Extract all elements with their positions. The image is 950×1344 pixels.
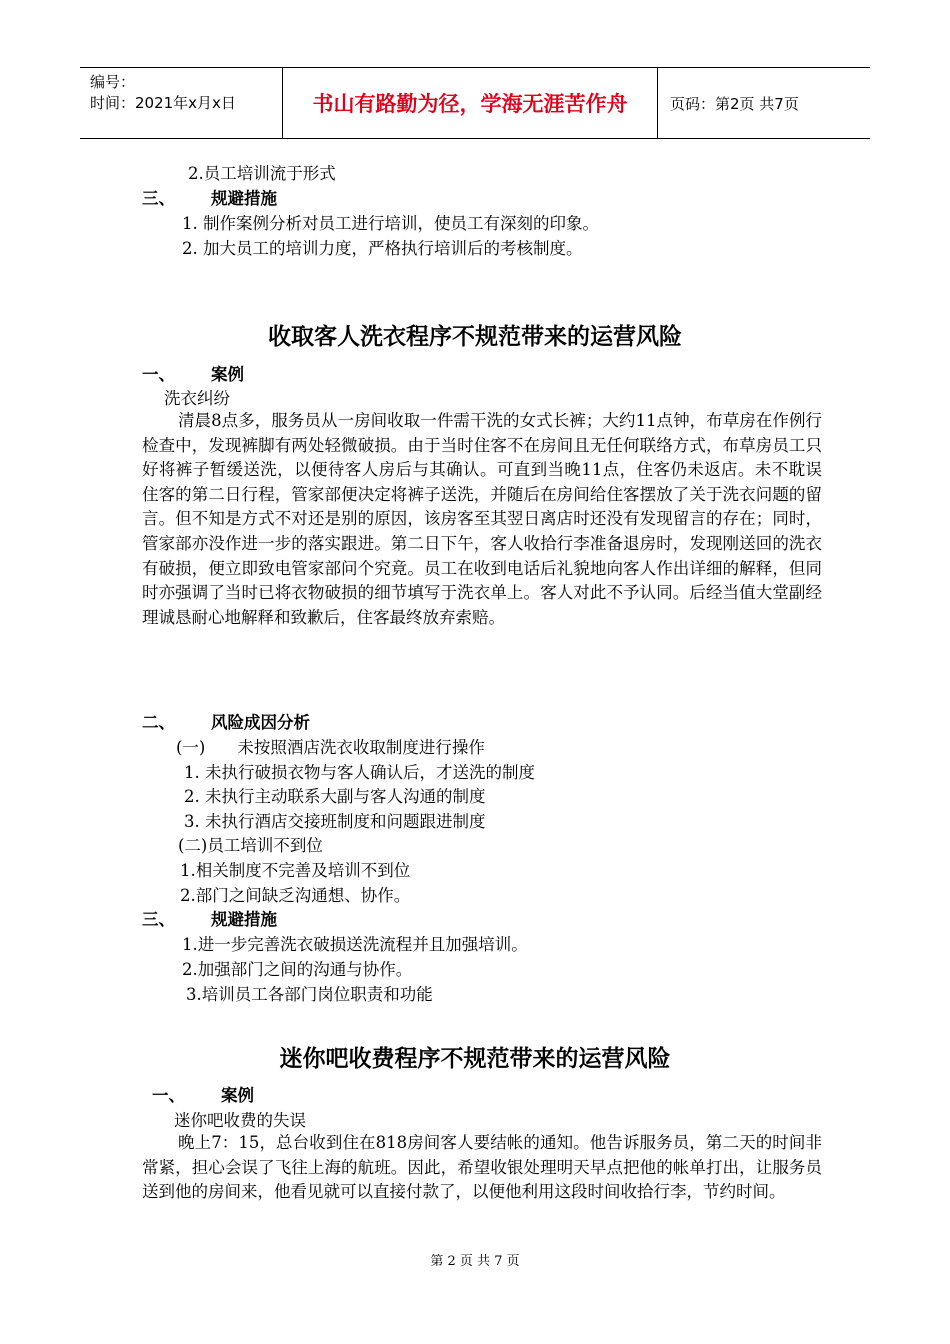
list-item: 1. 制作案例分析对员工进行培训，使员工有深刻的印象。 — [182, 214, 599, 233]
page-title: 迷你吧收费程序不规范带来的运营风险 — [279, 1046, 671, 1072]
list-item: 2.部门之间缺乏沟通想、协作。 — [180, 886, 411, 905]
list-item: 3.培训员工各部门岗位职责和功能 — [186, 985, 433, 1004]
section-title: 规避措施 — [211, 910, 277, 929]
section-title: 案例 — [211, 365, 244, 384]
page-header — [80, 67, 870, 139]
section-title: 规避措施 — [211, 189, 277, 208]
list-item: 2. 加大员工的培训力度，严格执行培训后的考核制度。 — [182, 239, 583, 258]
section-heading — [142, 361, 244, 385]
subsection-number: (一) — [176, 738, 206, 757]
section-title: 案例 — [221, 1086, 254, 1105]
section-number: 三、 — [142, 189, 175, 208]
case-paragraph: 清晨8点多，服务员从一房间收取一件需干洗的女式长裤；大约11点钟，布草房在作例行检查中，发现裤脚有两处轻微破损。由于当时住客不在房间且无任何联络方式，布草房员工只好将裤子暂缓送洗，以便待客人房后与其确认。可直到当晚11点，住客仍未返店。未不耽误住客的第二日行程，管家部便决定将裤子送洗，并随后在房间给住客摆放了关于洗衣问题的留言。但不知是方式不对还是别的原因，该房客至其翌日离店时还没有发现留言的存在；同时，管家部亦没作进一步的落实跟进。第二日下午，客人收拾行李准备退房时，发现刚送回的洗衣有破损，便立即致电管家部问个究竟。员工在收到电话后礼貌地向客人作出详细的解释，但同时亦强调了当时已将衣物破损的细节填写于洗衣单上。客人对此不予认同。后经当值大堂副经理诚恳耐心地解释和致歉后，住客最终放弃索赔。 — [142, 411, 822, 627]
subsection-heading: (二)员工培训不到位 — [178, 836, 323, 855]
subsection-heading — [176, 734, 485, 758]
list-item: 1.相关制度不完善及培训不到位 — [180, 861, 411, 880]
header-motto: 书山有路勤为径，学海无涯苦作舟 — [283, 68, 658, 138]
list-item: 3. 未执行酒店交接班制度和问题跟进制度 — [184, 812, 486, 831]
list-item: 2.加强部门之间的沟通与协作。 — [182, 960, 413, 979]
section-heading — [152, 1082, 254, 1106]
section-number: 三、 — [142, 910, 175, 929]
page-title: 收取客人洗衣程序不规范带来的运营风险 — [268, 324, 682, 350]
header-meta — [80, 68, 283, 138]
list-item: 2. 未执行主动联系大副与客人沟通的制度 — [184, 787, 486, 806]
page-footer: 第 2 页 共 7 页 — [430, 1254, 520, 1269]
section-number: 一、 — [152, 1086, 185, 1105]
section-number: 一、 — [142, 365, 175, 384]
section-heading — [142, 185, 277, 209]
list-item: 2.员工培训流于形式 — [188, 164, 336, 183]
section-title: 风险成因分析 — [211, 713, 310, 732]
list-item: 1.进一步完善洗衣破损送洗流程并且加强培训。 — [182, 935, 528, 954]
case-name: 洗衣纠纷 — [164, 389, 230, 408]
section-number: 二、 — [142, 713, 175, 732]
section-heading — [142, 906, 277, 930]
case-paragraph: 晚上7：15，总台收到住在818房间客人要结帐的通知。他告诉服务员，第二天的时间非常紧，担心会误了飞往上海的航班。因此，希望收银处理明天早点把他的帐单打出，让服务员送到他的房间来，他看见就可以直接付款了，以便他利用这段时间收拾行李，节约时间。 — [142, 1133, 822, 1202]
list-item: 1. 未执行破损衣物与客人确认后，才送洗的制度 — [184, 763, 535, 782]
subsection-title: 未按照酒店洗衣收取制度进行操作 — [237, 738, 485, 757]
section-heading — [142, 709, 310, 733]
case-name: 迷你吧收费的失误 — [174, 1111, 306, 1130]
code-label: 编号： — [90, 73, 136, 91]
date-label: 时间：2021年x月x日 — [90, 94, 236, 112]
page-number-label: 页码：第2页 共7页 — [670, 94, 799, 113]
